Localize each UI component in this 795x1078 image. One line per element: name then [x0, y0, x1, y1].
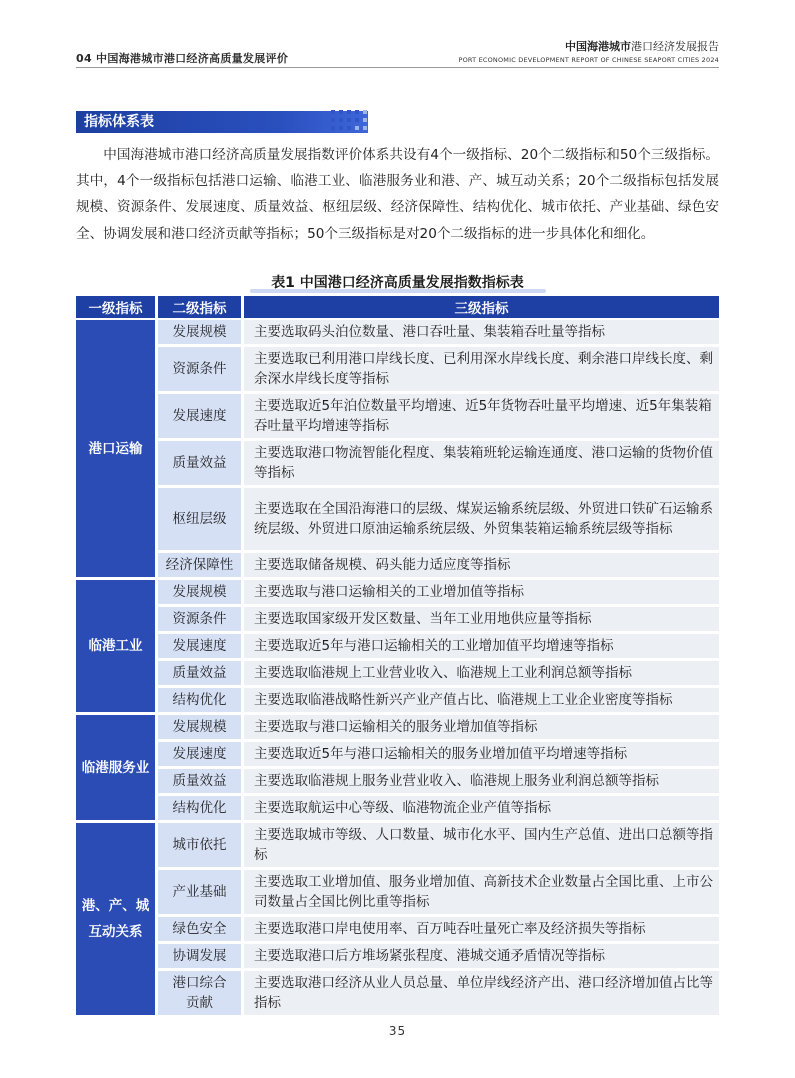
level2-cell: 结构优化 [158, 688, 244, 715]
level2-cell: 城市依托 [158, 823, 244, 870]
level2-cell: 质量效益 [158, 441, 244, 488]
section-title: 指标体系表 [84, 114, 154, 130]
level3-cell: 主要选取临港规上服务业营业收入、临港规上服务业利润总额等指标 [244, 769, 719, 796]
level3-cell: 主要选取港口物流智能化程度、集装箱班轮运输连通度、港口运输的货物价值等指标 [244, 441, 719, 488]
table-row [76, 944, 719, 971]
table-row [76, 796, 719, 823]
table-header-row [76, 296, 719, 320]
level3-cell: 主要选取码头泊位数量、港口吞吐量、集装箱吞吐量等指标 [244, 320, 719, 347]
header-level3: 三级指标 [244, 296, 719, 320]
level2-cell: 结构优化 [158, 796, 244, 823]
level2-cell: 发展规模 [158, 320, 244, 347]
running-header-left: 04 中国海港城市港口经济高质量发展评价 [76, 52, 289, 65]
level2-cell: 资源条件 [158, 347, 244, 394]
page-number: 35 [388, 1024, 407, 1038]
level3-cell: 主要选取与港口运输相关的服务业增加值等指标 [244, 715, 719, 742]
table-row [76, 607, 719, 634]
table-row [76, 441, 719, 488]
running-header-right [458, 38, 719, 64]
level3-cell: 主要选取近5年泊位数量平均增速、近5年货物吞吐量平均增速、近5年集装箱吞吐量平均增速等指标 [244, 394, 719, 441]
level2-label-line2: 贡献 [186, 995, 213, 1011]
level3-cell: 主要选取城市等级、人口数量、城市化水平、国内生产总值、进出口总额等指标 [244, 823, 719, 870]
intro-paragraph: 中国海港城市港口经济高质量发展指数评价体系共设有4个一级指标、20个二级指标和50个三级指标。其中，4个一级指标包括港口运输、临港工业、临港服务业和港、产、城互动关系；20个二级指标包括发展规模、资源条件、发展速度、质量效益、枢纽层级、经济保障性、结构优化、城市依托、产业基础、绿色安全、协调发展和港口经济贡献等指标；50个三级指标是对20个二级指标的进一步具体化和细化。 [76, 147, 719, 242]
level3-cell: 主要选取港口岸电使用率、百万吨吞吐量死亡率及经济损失等指标 [244, 917, 719, 944]
level2-label-line1: 港口综合 [172, 975, 227, 991]
table-row [76, 634, 719, 661]
level2-cell: 发展速度 [158, 742, 244, 769]
level2-cell: 发展规模 [158, 715, 244, 742]
table-row [76, 488, 719, 553]
level3-cell: 主要选取临港规上工业营业收入、临港规上工业利润总额等指标 [244, 661, 719, 688]
level3-cell: 主要选取国家级开发区数量、当年工业用地供应量等指标 [244, 607, 719, 634]
level2-cell: 质量效益 [158, 769, 244, 796]
level2-cell: 协调发展 [158, 944, 244, 971]
level3-cell: 主要选取工业增加值、服务业增加值、高新技术企业数量占全国比重、上市公司数量占全国比例比重等指标 [244, 870, 719, 917]
level3-cell: 主要选取港口经济从业人员总量、单位岸线经济产出、港口经济增加值占比等指标 [244, 971, 719, 1018]
table-row [76, 553, 719, 580]
report-title-bold: 中国海港城市 [565, 40, 631, 53]
table-row [76, 580, 719, 607]
level2-cell: 经济保障性 [158, 553, 244, 580]
level3-cell: 主要选取近5年与港口运输相关的工业增加值平均增速等指标 [244, 634, 719, 661]
level1-label-line1: 港、产、城 [81, 898, 150, 914]
header-level1: 一级指标 [76, 296, 158, 320]
level1-label-line2: 互动关系 [88, 924, 143, 940]
level2-cell: 质量效益 [158, 661, 244, 688]
level2-cell: 资源条件 [158, 607, 244, 634]
level3-cell: 主要选取航运中心等级、临港物流企业产值等指标 [244, 796, 719, 823]
decorative-dot-grid [331, 110, 367, 130]
level1-cell [76, 823, 158, 1018]
report-title-rest: 港口经济发展报告 [631, 40, 719, 53]
level2-cell: 发展速度 [158, 394, 244, 441]
table-title: 表1 中国港口经济高质量发展指数指标表 [271, 275, 524, 291]
table-row [76, 715, 719, 742]
level1-cell: 临港服务业 [76, 715, 158, 823]
table-row [76, 971, 719, 1018]
level2-cell: 产业基础 [158, 870, 244, 917]
level2-cell: 发展规模 [158, 580, 244, 607]
level3-cell: 主要选取港口后方堆场紧张程度、港城交通矛盾情况等指标 [244, 944, 719, 971]
level3-cell: 主要选取与港口运输相关的工业增加值等指标 [244, 580, 719, 607]
table-row [76, 823, 719, 870]
table-row [76, 320, 719, 347]
level3-cell: 主要选取近5年与港口运输相关的服务业增加值平均增速等指标 [244, 742, 719, 769]
level3-cell: 主要选取临港战略性新兴产业产值占比、临港规上工业企业密度等指标 [244, 688, 719, 715]
table-row [76, 769, 719, 796]
level2-cell: 绿色安全 [158, 917, 244, 944]
level1-cell: 港口运输 [76, 320, 158, 580]
table-row [76, 394, 719, 441]
table-row [76, 688, 719, 715]
level2-cell: 发展速度 [158, 634, 244, 661]
table-row [76, 347, 719, 394]
level2-cell [158, 971, 244, 1018]
level1-cell: 临港工业 [76, 580, 158, 715]
level2-cell: 枢纽层级 [158, 488, 244, 553]
header-level2: 二级指标 [158, 296, 244, 320]
level3-cell: 主要选取储备规模、码头能力适应度等指标 [244, 553, 719, 580]
table-row [76, 742, 719, 769]
report-title-en: PORT ECONOMIC DEVELOPMENT REPORT OF CHINESE SEAPORT CITIES 2024 [458, 56, 719, 64]
header-divider [76, 67, 719, 68]
table-row [76, 661, 719, 688]
table-row [76, 917, 719, 944]
level3-cell: 主要选取已利用港口岸线长度、已利用深水岸线长度、剩余港口岸线长度、剩余深水岸线长度等指标 [244, 347, 719, 394]
indicator-table [76, 296, 719, 1018]
level3-cell: 主要选取在全国沿海港口的层级、煤炭运输系统层级、外贸进口铁矿石运输系统层级、外贸进口原油运输系统层级、外贸集装箱运输系统层级等指标 [244, 488, 719, 553]
table-row [76, 870, 719, 917]
